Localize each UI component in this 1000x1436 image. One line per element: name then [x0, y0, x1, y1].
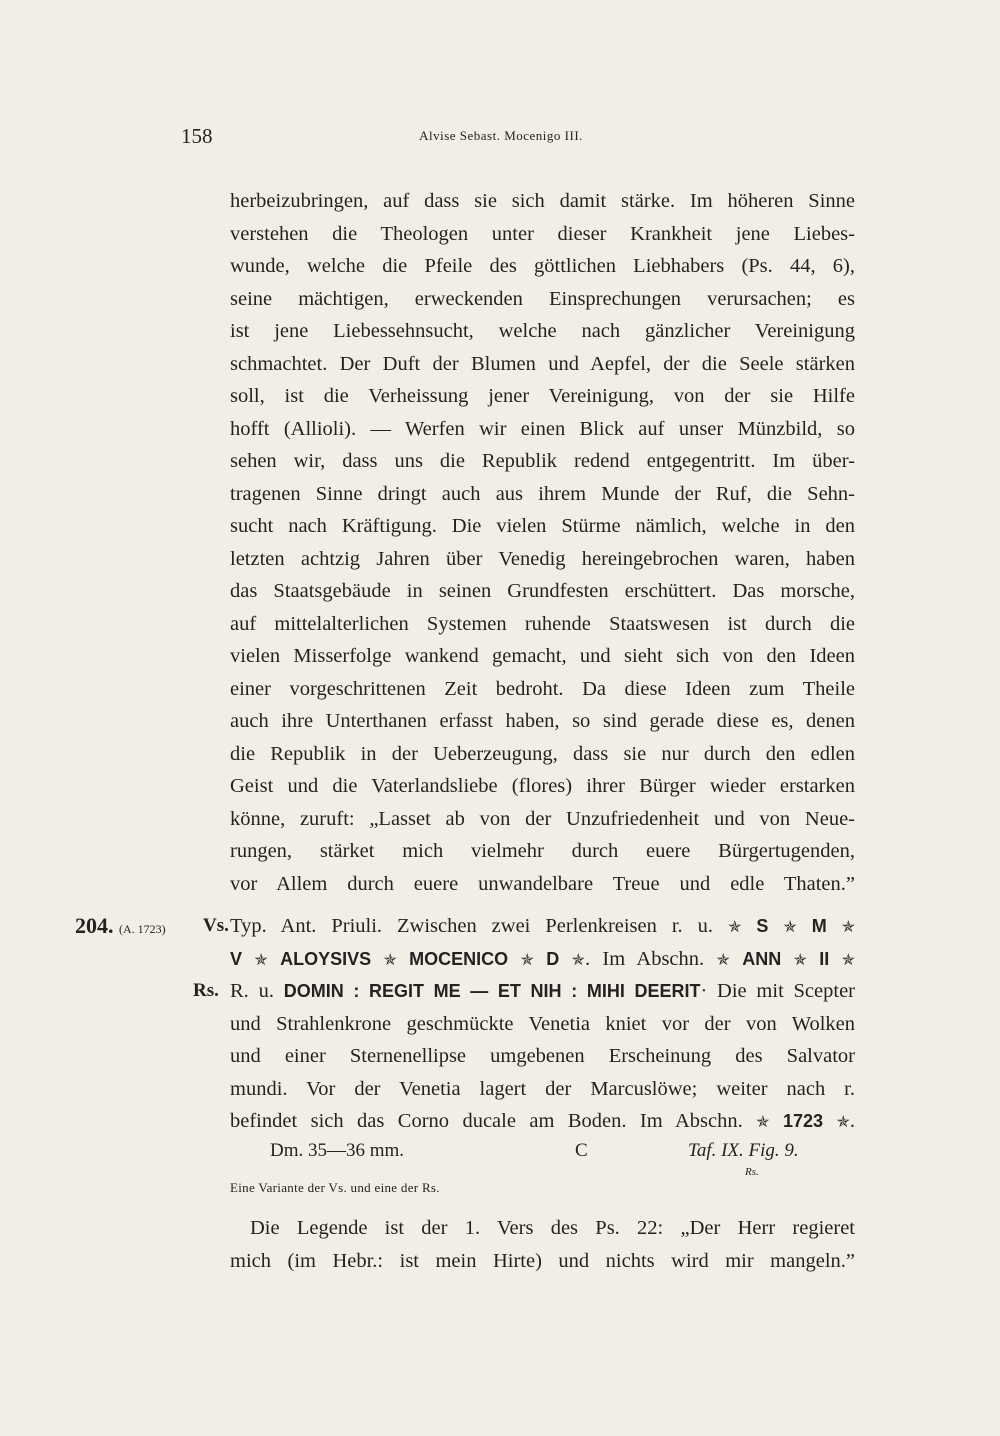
- text-line: seine mächtigen, erweckenden Einsprechungen verursachen; es: [230, 287, 855, 310]
- entry-number: 204. (A. 1723): [75, 913, 166, 938]
- star-icon: ✯: [793, 951, 807, 969]
- star-icon: ✯: [520, 951, 534, 969]
- text-line: vielen Misserfolge wankend gemacht, und sieht sich von den Ideen: [230, 645, 855, 667]
- text-line: Geist und die Vaterlandsliebe (flores) ihrer Bürger wieder erstarken: [230, 775, 855, 797]
- star-icon: ✯: [783, 919, 797, 936]
- entry-year: (A. 1723): [119, 922, 166, 936]
- reverse-line: mundi. Vor der Venetia lagert der Marcuslöwe; weiter nach r.: [230, 1077, 855, 1100]
- plate-reference: Taf. IX. Fig. 9.: [688, 1140, 799, 1161]
- star-icon: ✯: [716, 951, 730, 969]
- text-line: auf mittelalterlichen Systemen ruhende Staatswesen ist durch die: [230, 612, 855, 635]
- obverse-line-2: V ✯ ALOYSIVS ✯ MOCENICO ✯ D ✯. Im Abschn. ✯ ANN ✯ II ✯: [230, 947, 856, 970]
- star-icon: ✯: [836, 1114, 850, 1131]
- obverse-line-1: Typ. Ant. Priuli. Zwischen zwei Perlenkreisen r. u. ✯ S ✯ M ✯: [230, 915, 856, 937]
- star-icon: ✯: [727, 919, 742, 936]
- text-line: sehen wir, dass uns die Republik redend entgegentritt. Im über-: [230, 450, 855, 472]
- reverse-line-last: befindet sich das Corno ducale am Boden. Im Abschn. ✯ 1723 ✯.: [230, 1110, 856, 1132]
- reverse-legend: DOMIN : REGIT ME — ET NIH : MIHI DEERIT: [283, 981, 701, 1001]
- text-line: rungen, stärket mich vielmehr durch euere Bürgertugenden,: [230, 840, 855, 862]
- page-number: 158: [181, 124, 213, 148]
- star-icon: ✯: [254, 951, 268, 969]
- page-header: [181, 124, 821, 148]
- text-line: schmachtet. Der Duft der Blumen und Aepfel, der die Seele stärken: [230, 352, 855, 375]
- star-icon: ✯: [841, 919, 856, 936]
- text-line: tragenen Sinne dringt auch aus ihrem Munde der Ruf, die Sehn-: [230, 482, 855, 505]
- legend-line: Die Legende ist der 1. Vers des Ps. 22: „Der Herr regieret: [250, 1217, 855, 1239]
- text-line: die Republik in der Ueberzeugung, dass sie nur durch den edlen: [230, 742, 855, 765]
- text-line: hofft (Allioli). — Werfen wir einen Blick auf unser Münzbild, so: [230, 417, 855, 440]
- text-line: einer vorgeschrittenen Zeit bedroht. Da diese Ideen zum Theile: [230, 677, 855, 700]
- text-line: auch ihre Unterthanen erfasst haben, so sind gerade diese es, denen: [230, 710, 855, 732]
- legend-paragraph: [230, 1212, 855, 1277]
- text-line: herbeizubringen, auf dass sie sich damit stärke. Im höheren Sinne: [230, 190, 855, 212]
- star-icon: ✯: [383, 951, 397, 969]
- obverse-label: Vs.: [203, 915, 229, 936]
- reverse-line-1: R. u. DOMIN : REGIT ME — ET NIH : MIHI DEERIT· Die mit Scepter: [230, 980, 855, 1002]
- coin-entry-204: [75, 910, 865, 1138]
- legend-line: mich (im Hebr.: ist mein Hirte) und nichts wird mir mangeln.”: [230, 1249, 855, 1272]
- text-line: wunde, welche die Pfeile des göttlichen Liebhabers (Ps. 44, 6),: [230, 255, 855, 277]
- diameter: Dm. 35—36 mm.: [270, 1140, 405, 1161]
- rarity: C: [575, 1140, 588, 1161]
- text-line: verstehen die Theologen unter dieser Krankheit jene Liebes-: [230, 222, 855, 245]
- star-icon: ✯: [841, 951, 856, 969]
- text-line: letzten achtzig Jahren über Venedig hereingebrochen waren, haben: [230, 547, 855, 570]
- text-line: das Staatsgebäude in seinen Grundfesten erschüttert. Das morsche,: [230, 580, 855, 602]
- main-paragraph: [230, 185, 855, 900]
- text-line: ist jene Liebessehnsucht, welche nach gänzlicher Vereinigung: [230, 320, 855, 342]
- reverse-line: und Strahlenkrone geschmückte Venetia kniet vor der von Wolken: [230, 1012, 855, 1035]
- text-line: vor Allem durch euere unwandelbare Treue und edle Thaten.”: [230, 872, 855, 895]
- reverse-line: und einer Sternenellipse umgebenen Erscheinung des Salvator: [230, 1045, 855, 1067]
- text-line: könne, zuruft: „Lasset ab von der Unzufriedenheit und von Neue-: [230, 807, 855, 830]
- text-line: sucht nach Kräftigung. Die vielen Stürme nämlich, welche in den: [230, 515, 855, 537]
- star-icon: ✯: [756, 1114, 770, 1131]
- text-line: soll, ist die Verheissung jener Vereinigung, von der sie Hilfe: [230, 385, 855, 407]
- reverse-label: Rs.: [193, 980, 219, 1001]
- star-icon: ✯: [571, 951, 585, 969]
- variant-note: Eine Variante der Vs. und eine der Rs.: [230, 1180, 440, 1195]
- running-title: Alvise Sebast. Mocenigo III.: [419, 128, 583, 143]
- plate-side: Rs.: [745, 1166, 759, 1178]
